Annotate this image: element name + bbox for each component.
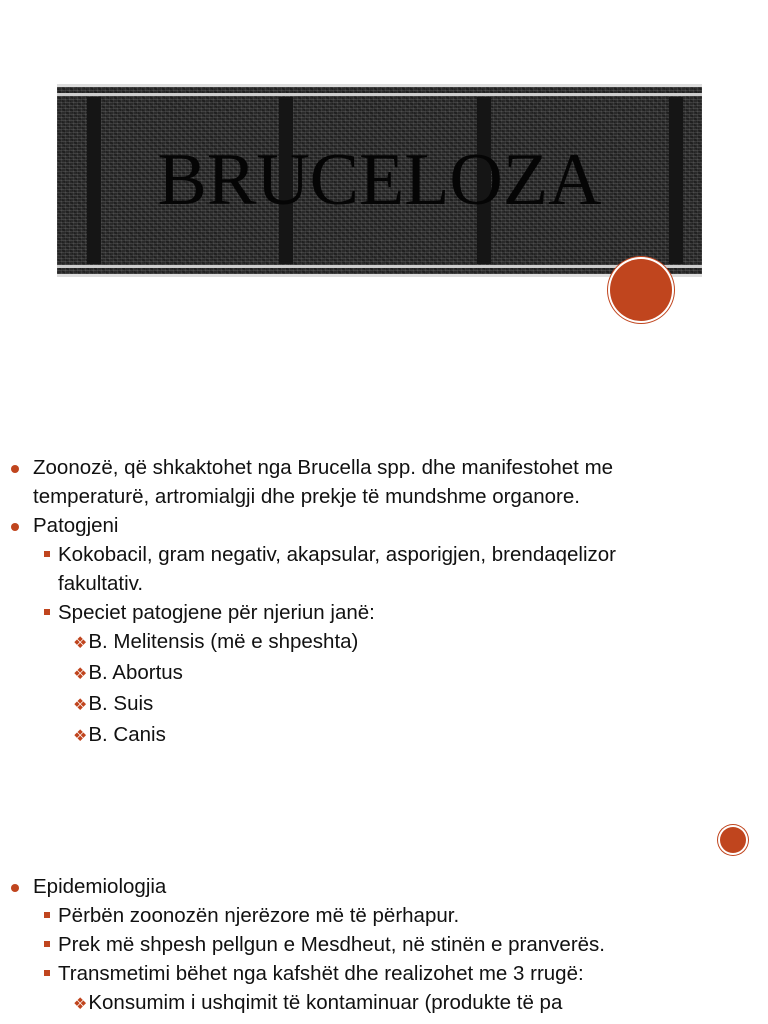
round-bullet-icon (11, 523, 19, 531)
bullet-item-level2 (0, 901, 768, 930)
bullet-continuation (0, 482, 768, 511)
bullet-text: Konsumim i ushqimit të kontaminuar (produkte të pa (88, 991, 563, 1014)
diamond-bullet-icon: ❖ (73, 728, 88, 745)
bullet-text: B. Suis (88, 692, 154, 715)
bullet-text: Transmetimi bëhet nga kafshët dhe realizohet me 3 rrugë: (58, 962, 584, 985)
square-bullet-icon (44, 609, 50, 615)
bullet-item-level3 (0, 720, 768, 751)
bullet-item-level2 (0, 930, 768, 959)
square-bullet-icon (44, 912, 50, 918)
bullet-text: fakultativ. (58, 572, 144, 595)
bullet-text: Epidemiologjia (33, 875, 167, 898)
square-bullet-icon (44, 551, 50, 557)
bullet-text: Prek më shpesh pellgun e Mesdheut, në stinën e pranverës. (58, 933, 605, 956)
bullet-item-level2 (0, 959, 768, 988)
bullet-continuation (0, 569, 768, 598)
bullet-item-level3 (0, 658, 768, 689)
bullet-item-level3 (0, 988, 768, 1019)
bullet-item-level3 (0, 627, 768, 658)
slide3-bullet-list (0, 872, 768, 1019)
diamond-bullet-icon: ❖ (73, 697, 88, 714)
round-bullet-icon (11, 884, 19, 892)
diamond-bullet-icon: ❖ (73, 666, 88, 683)
bullet-item-level3 (0, 689, 768, 720)
bullet-text: temperaturë, artromialgji dhe prekje të mundshme organore. (33, 485, 580, 508)
slide2-bullet-list (0, 453, 768, 751)
bullet-text: Patogjeni (33, 514, 119, 537)
square-bullet-icon (44, 941, 50, 947)
bullet-text: B. Abortus (88, 661, 183, 684)
bullet-item-level1 (0, 511, 768, 540)
bullet-item-level1 (0, 872, 768, 901)
bullet-text: B. Melitensis (më e shpeshta) (88, 630, 359, 653)
bullet-text: Përbën zoonozën njerëzore më të përhapur. (58, 904, 460, 927)
decorative-circle-icon (610, 259, 672, 321)
bullet-text: Speciet patogjene për njeriun janë: (58, 601, 375, 624)
bullet-item-level2 (0, 598, 768, 627)
decorative-circle-icon (720, 827, 746, 853)
round-bullet-icon (11, 465, 19, 473)
square-bullet-icon (44, 970, 50, 976)
slide-title: BRUCELOZA (157, 139, 602, 221)
bullet-text: Zoonozë, që shkaktohet nga Brucella spp. dhe manifestohet me (33, 456, 614, 479)
bullet-item-level1 (0, 453, 768, 482)
diamond-bullet-icon: ❖ (73, 635, 88, 652)
bullet-text: Kokobacil, gram negativ, akapsular, asporigjen, brendaqelizor (58, 543, 617, 566)
bullet-text: B. Canis (88, 723, 166, 746)
title-banner (57, 84, 702, 277)
bullet-item-level2 (0, 540, 768, 569)
diamond-bullet-icon: ❖ (73, 996, 88, 1013)
